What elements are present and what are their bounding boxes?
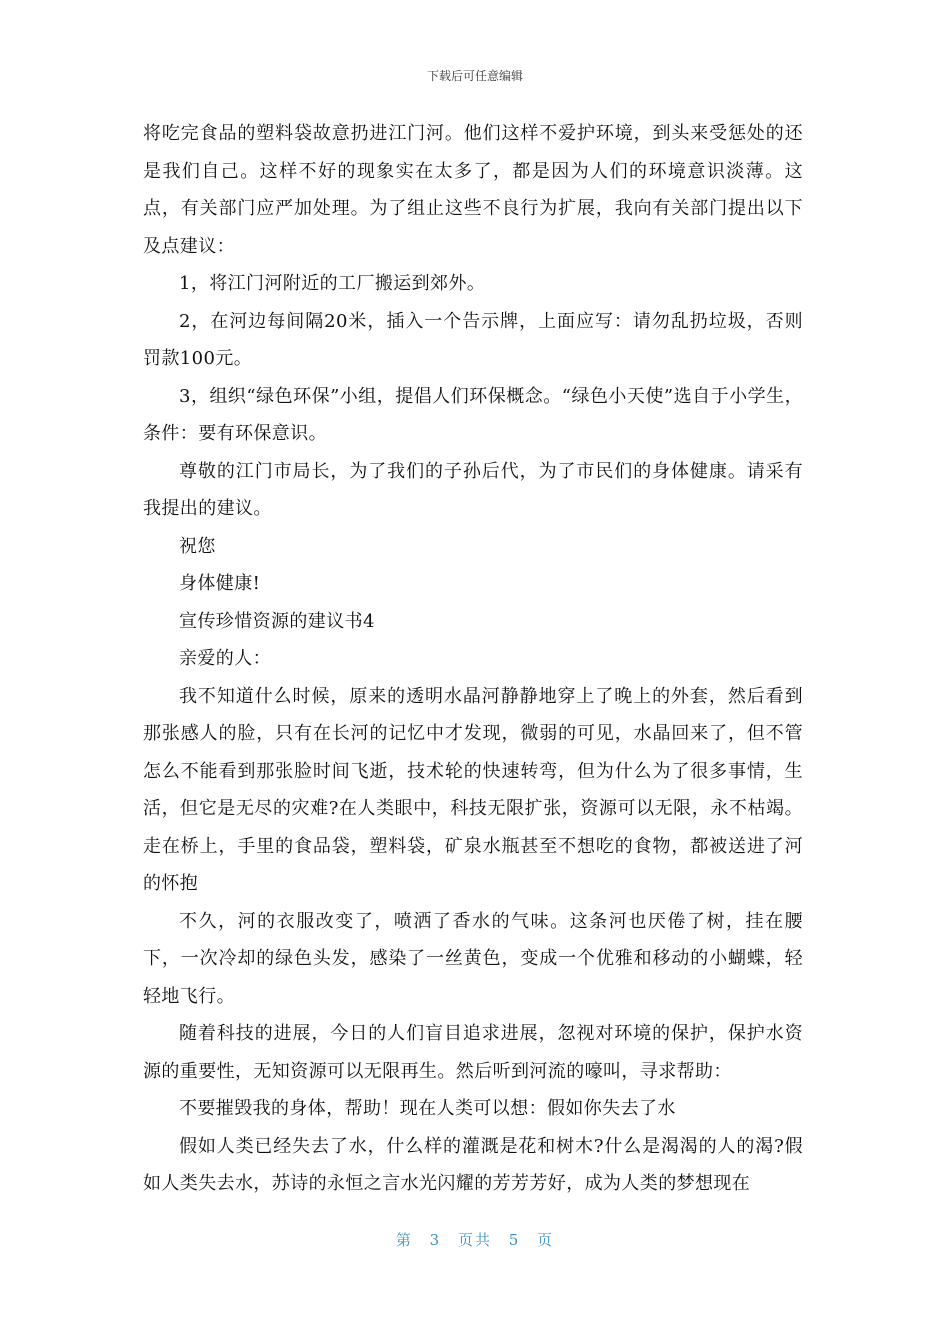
paragraph: 不要摧毁我的身体，帮助！现在人类可以想：假如你失去了水 [179,1098,676,1119]
page-header: 下载后可任意编辑 [426,69,523,83]
section-title: 宣传珍惜资源的建议书4 [179,610,375,632]
paragraph: 假如人类已经失去了水，什么样的灌溉是花和树木?什么是渴渴的人的渴?假如人类失去水，苏诗的永恒之言水光闪耀的芳芳芳好，成为人类的梦想现在 [143,1135,803,1194]
paragraph: 我不知道什么时候，原来的透明水晶河静静地穿上了晚上的外套，然后看到那张感人的脸，只有在长河的记忆中才发现，微弱的可见，水晶回来了，但不管怎么不能看到那张脸时间飞逝，技术轮的快速转弯，但为什么为了很多事情，生活，但它是无尽的灾难?在人类眼中，科技无限扩张，资源可以无限，永不枯竭。走在桥上，手里的食品袋，塑料袋，矿泉水瓶甚至不想吃的食物，都被送进了河的怀抱 [143,685,803,894]
paragraph: 3，组织“绿色环保”小组，提倡人们环保概念。“绿色小天使”选自于小学生，条件：要有环保意识。 [143,385,803,444]
paragraph: 尊敬的江门市局长，为了我们的子孙后代，为了市民们的身体健康。请采有我提出的建议。 [143,460,803,519]
paragraph: 将吃完食品的塑料袋故意扔进江门河。他们这样不爱护环境，到头来受惩处的还是我们自己。这样不好的现象实在太多了，都是因为人们的环境意识淡薄。这点，有关部门应严加处理。为了组止这些不良行为扩展，我向有关部门提出以下及点建议： [143,123,803,257]
paragraph: 1，将江门河附近的工厂搬运到郊外。 [179,273,486,294]
greeting: 亲爱的人： [179,648,271,669]
page-footer: 第 3 页共 5 页 [395,1231,555,1249]
paragraph: 2，在河边每间隔20米，插入一个告示牌，上面应写：请勿乱扔垃圾，否则罚款100元。 [143,310,803,369]
paragraph: 随着科技的进展，今日的人们盲目追求进展，忽视对环境的保护，保护水资源的重要性，无知资源可以无限再生。然后听到河流的嚎叫，寻求帮助： [143,1023,803,1082]
salutation: 祝您 [179,535,216,557]
paragraph: 不久，河的衣服改变了，喷洒了香水的气味。这条河也厌倦了树，挂在腰下，一次冷却的绿色头发，感染了一丝黄色，变成一个优雅和移动的小蝴蝶，轻轻地飞行。 [143,910,803,1007]
closing: 身体健康! [179,573,261,594]
document-body [143,115,803,1203]
